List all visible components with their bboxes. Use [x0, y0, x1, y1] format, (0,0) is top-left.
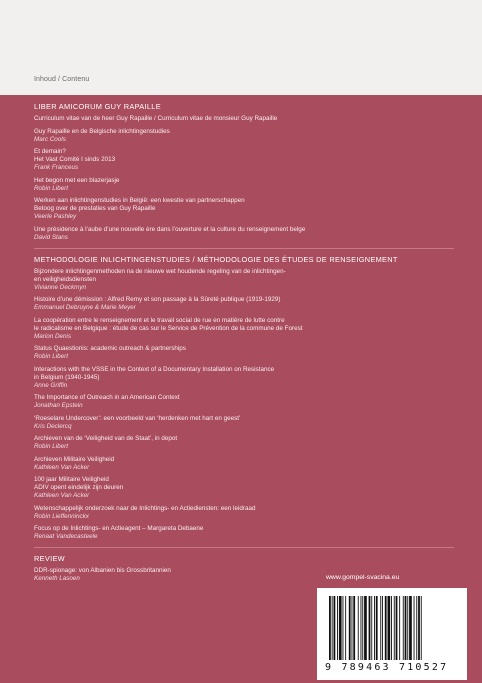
entry-title: Het begon met een blazerjasje [34, 176, 120, 184]
toc-entry [34, 177, 454, 193]
entry-title: in Belgium (1940-1945) [34, 373, 100, 381]
toc-entry [34, 394, 454, 410]
entry-title: Histoire d’une démission : Alfred Remy et son passage à la Sûreté publique (1919-1929) [34, 296, 281, 303]
barcode-bar [337, 596, 338, 660]
publisher-website: www.gompel-svacina.eu [326, 574, 400, 581]
toc-entry [34, 476, 454, 500]
barcode-bar [403, 596, 404, 660]
entry-title: Werken aan inlichtingenstudies in België: een kwestie van partnerschappen [34, 197, 245, 204]
toc-entry [34, 296, 454, 312]
entry-title: Une présidence à l’aube d’une nouvelle ère dans l’ouverture et la culture du renseignement belge [34, 225, 306, 233]
barcode-bar [416, 596, 417, 660]
barcode-bar [352, 596, 353, 660]
entry-author: Veerle Pashley [34, 213, 77, 220]
barcode-bar [396, 596, 398, 660]
entry-title: Et demain? [34, 148, 66, 155]
entry-title: Bijzondere inlichtingenmethoden na de nieuwe wet houdende regeling van de inlichtingen- [34, 267, 286, 275]
barcode-bar [380, 596, 381, 660]
entry-title: Wetenschappelijk onderzoek naar de Inlichtings- en Actiediensten: een leidraad [34, 504, 256, 512]
entry-title: Guy Rapaille en de Belgische inlichtingenstudies [34, 127, 170, 135]
section-title: LIBER AMICORUM GUY RAPAILLE [34, 102, 161, 111]
entry-author: Frank Franceus [34, 164, 79, 171]
entry-title: Archieven van de ‘Veiligheid van de Staat’, in depot [34, 435, 178, 442]
toc-entry [34, 128, 454, 144]
barcode-bar [374, 596, 375, 660]
entry-author: Emmanuel Debruyne & Marie Meyer [34, 304, 136, 311]
entry-title: DDR-spionage: von Albanien bis Grossbritannien [34, 567, 171, 574]
entry-author: Kathleen Van Acker [34, 492, 90, 499]
section-title: REVIEW [34, 554, 65, 563]
barcode-bar [358, 596, 359, 660]
barcode-bar [409, 596, 412, 660]
entry-title: Het Vast Comité I sinds 2013 [34, 156, 116, 163]
section-divider [34, 547, 454, 549]
entry-title: Archieven Militaire Veiligheid [34, 455, 115, 463]
section-divider [34, 248, 454, 250]
barcode-bar [405, 596, 407, 660]
contents-label: Inhoud / Contenu [34, 76, 90, 83]
barcode-bar [371, 596, 372, 660]
entry-title: Status Quaestionis: academic outreach & partnerships [34, 345, 186, 352]
barcode-bar [353, 596, 355, 660]
toc-entry [34, 435, 454, 451]
toc-entry [34, 345, 454, 361]
barcode-bar [414, 596, 415, 660]
entry-author: Robin Libert [34, 184, 68, 192]
barcode-bar [369, 596, 371, 660]
entry-title: le radicalisme en Belgique : étude de cas sur le Service de Prévention de la commune de Forest [34, 324, 303, 332]
entry-title: La coopération entre le renseignement et le travail social de rue en matière de lutte contre [34, 316, 285, 324]
entry-author: Kathleen Van Acker [34, 463, 90, 471]
barcode-bar [418, 596, 420, 660]
entry-title: ‘Roeselare Undercover’: een voorbeeld van ‘herdenken met hart en geest’ [34, 414, 241, 422]
barcode-bar [349, 596, 351, 660]
entry-title: Focus op de Inlichtings- en Actieagent – Margareta Debaene [34, 525, 204, 532]
entry-author: David Stans [34, 233, 68, 241]
entry-author: Renaat Vandecasteele [34, 533, 98, 540]
toc-entry [34, 197, 454, 221]
toc-entry [34, 505, 454, 521]
barcode-bar [388, 596, 391, 660]
barcode-bar [391, 596, 392, 660]
toc-entry [34, 456, 454, 472]
entry-title: Curriculum vitae van de heer Guy Rapaille / Curriculum vitae de monsieur Guy Rapaille [34, 115, 278, 122]
barcode-bar [394, 596, 395, 660]
toc-entry [34, 115, 454, 123]
barcode-bar [382, 596, 383, 660]
toc-entry [34, 226, 454, 242]
entry-title: The Importance of Outreach in an American Context [34, 394, 180, 401]
barcode-bar [334, 596, 336, 660]
entry-title: 100 jaar Militaire Veiligheid [34, 476, 109, 483]
barcode-bar [376, 596, 378, 660]
entry-author: Marion Denis [34, 332, 72, 340]
barcode-bar [399, 596, 400, 660]
toc-entry [34, 366, 454, 390]
barcode-bar [329, 596, 331, 660]
barcode-bars [327, 596, 457, 660]
section-title: METHODOLOGIE INLICHTINGENSTUDIES / MÉTHODOLOGIE DES ÉTUDES DE RENSEIGNEMENT [34, 254, 398, 264]
barcode [317, 588, 467, 680]
barcode-bar [345, 596, 346, 660]
toc-entry [34, 525, 454, 541]
barcode-bar [362, 596, 363, 660]
barcode-bar [385, 596, 387, 660]
entry-title: Interactions with the VSSE in the Context of a Documentary Installation on Resistance [34, 365, 275, 373]
barcode-bar [364, 596, 367, 660]
table-of-contents [34, 102, 454, 588]
barcode-bar [421, 596, 422, 660]
entry-author: Jonathan Epstein [34, 402, 83, 409]
entry-title: en veiligheidsdiensten [34, 275, 96, 283]
toc-entry [34, 415, 454, 431]
entry-author: Kris Declercq [34, 422, 72, 430]
entry-author: Robin Lieffenninckx [34, 512, 89, 520]
entry-author: Marc Cools [34, 135, 66, 143]
barcode-bar [339, 596, 342, 660]
entry-author: Kenneth Lasoen [34, 575, 80, 582]
entry-author: Anne Griffin [34, 381, 68, 389]
barcode-bar [407, 596, 408, 660]
entry-author: Robin Libert [34, 443, 68, 450]
toc-entry [34, 148, 454, 172]
barcode-bar [361, 596, 362, 660]
toc-entry [34, 268, 454, 292]
entry-title: Betoog over de prestaties van Guy Rapaille [34, 205, 156, 212]
barcode-bar [343, 596, 344, 660]
toc-entry [34, 317, 454, 341]
entry-author: Vivianne Deckmyn [34, 283, 87, 291]
barcode-number: 9 789463 710527 [325, 662, 449, 673]
entry-title: ADIV opent eindelijk zijn deuren [34, 484, 124, 491]
entry-author: Robin Libert [34, 353, 68, 360]
barcode-bar [332, 596, 333, 660]
